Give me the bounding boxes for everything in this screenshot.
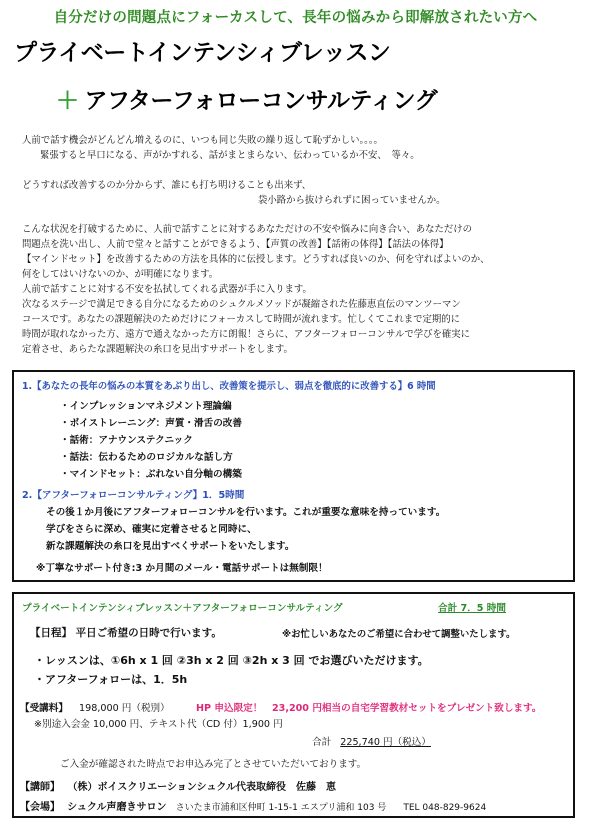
intro-line-7: 【マインドセット】を改善するための方法を具体的に伝授します。どうすれば良いのか、何を守ればよいのか、 (22, 254, 490, 265)
instructor-label: 【講師】 (20, 782, 60, 793)
item2-heading: 2.【アフターフォローコンサルティング】1．5時間 (22, 490, 245, 501)
page-title-line1: プライベートインテンシィブレッスン (14, 40, 391, 66)
title-line2-text: アフターフォローコンサルティング (84, 88, 438, 114)
item1-heading: 1.【あなたの長年の悩みの本質をあぶり出し、改善策を提示し、弱点を徹底的に改善する】6 時間 (22, 381, 436, 392)
confirm-note: ご入金が確認された時点でお申込み完了とさせていただいております。 (60, 759, 367, 770)
fee-row (20, 700, 170, 714)
intro-line-10: 次なるステージで満足できる自分になるためのシュクルメソッドが凝縮された佐藤恵直伝のマンツーマン (22, 299, 461, 310)
venue-tel: TEL 048-829-9624 (403, 803, 487, 813)
total-label: 合計 (312, 737, 332, 748)
support-note: ※丁寧なサポート付き:3 か月間のメール・電話サポートは無制限！ (36, 563, 328, 574)
item1-point-4: ・話法：伝わるためのロジカルな話し方 (60, 452, 233, 463)
schedule-text: 平日ご希望の日時で行います。 (75, 627, 222, 639)
fee-value: 198,000 円（税別） (79, 703, 170, 714)
afterfollow-time: ・アフターフォローは、1．5h (34, 673, 188, 686)
total-time: 合計 7．5 時間 (438, 603, 506, 614)
intro-line-8: 何をしてはいけないのか、が明確になります。 (22, 269, 219, 280)
intro-line-11: コースです。あなたの課題解決のためだけにフォーカスして時間が流れます。忙しくてこれまで定期的に (22, 314, 461, 325)
item1-point-2: ・ボイストレーニング：声質・滑舌の改善 (60, 418, 242, 429)
intro-line-3: どうすれば改善するのか分からず、誰にも打ち明けることも出来ず、 (22, 180, 312, 191)
hp-offer: HP 申込限定！ 23,200 円相当の自宅学習教材セットをプレゼント致します。 (196, 703, 542, 714)
intro-line-6: 問題点を洗い出し、人前で堂々と話すことができるよう、【声質の改善】【話術の体得】【話法の体得】 (22, 239, 449, 250)
intro-line-5: こんな状況を打破するために、人前で話すことに対するあなただけの不安や悩みに向き合い、あなただけの (22, 224, 473, 235)
item1-point-3: ・話術：アナウンステクニック (60, 435, 193, 446)
plus-sign: ＋ (56, 88, 79, 114)
instructor-row (20, 778, 336, 793)
item2-line-3: 新な課題解決の糸口を見出すべくサポートをいたします。 (46, 541, 295, 552)
item1-point-1: ・インプレッションマネジメント理論編 (60, 401, 232, 412)
schedule-label: 【日程】 (30, 627, 72, 639)
intro-line-1: 人前で話す機会がどんどん増えるのに、いつも同じ失敗の繰り返して恥ずかしい。。。。 (22, 135, 383, 146)
course-title: プライベートインテンシィブレッスン＋アフターフォローコンサルティング (22, 603, 343, 614)
page-title-line2 (56, 82, 437, 115)
total-row (312, 734, 431, 748)
schedule-row (30, 625, 222, 640)
total-value: 225,740 円（税込） (340, 737, 431, 748)
tagline: 自分だけの問題点にフォーカスして、長年の悩みから即解放されたい方へ (53, 10, 538, 26)
item1-point-5: ・マインドセット：ぶれない自分軸の構築 (60, 469, 242, 480)
item2-line-1: その後１か月後にアフターフォローコンサルを行います。これが重要な意味を持っています。 (46, 507, 446, 518)
extra-fees: ※別途入会金 10,000 円、テキスト代（CD 付）1,900 円 (34, 719, 283, 730)
schedule-note: ※お忙しいあなたのご希望に合わせて調整いたします。 (282, 629, 516, 640)
venue-row (20, 798, 486, 813)
venue-label: 【会場】 (20, 802, 60, 813)
instructor-value: （株）ボイスクリエーションシュクル代表取締役 佐藤 恵 (67, 782, 337, 793)
venue-address: さいたま市浦和区仲町 1-15-1 エスプリ浦和 103 号 (175, 803, 387, 813)
intro-line-12: 時間が取れなかった方、遠方で通えなかった方に朗報！さらに、アフターフォローコンサルで学びを確実に (22, 329, 470, 340)
intro-line-13: 定着させ、あらたな課題解決の糸口を見出すサポートをします。 (22, 344, 293, 355)
intro-line-9: 人前で話すことに対する不安を払拭してくれる武器が手に入ります。 (22, 284, 312, 295)
intro-line-2: 緊張すると早口になる、声がかすれる、話がまとまらない、伝わっているか不安、 等々。 (40, 150, 420, 161)
lesson-options: ・レッスンは、①6h x 1 回 ②3h x 2 回 ③2h x 3 回 でお選びいただけます。 (34, 654, 429, 667)
item2-line-2: 学びをさらに深め、確実に定着させると同時に、 (46, 524, 257, 535)
fee-label: 【受講料】 (20, 703, 68, 714)
intro-line-4: 袋小路から抜けられずに困っていませんか。 (258, 195, 446, 206)
venue-name: シュクル声磨きサロン (67, 802, 167, 813)
